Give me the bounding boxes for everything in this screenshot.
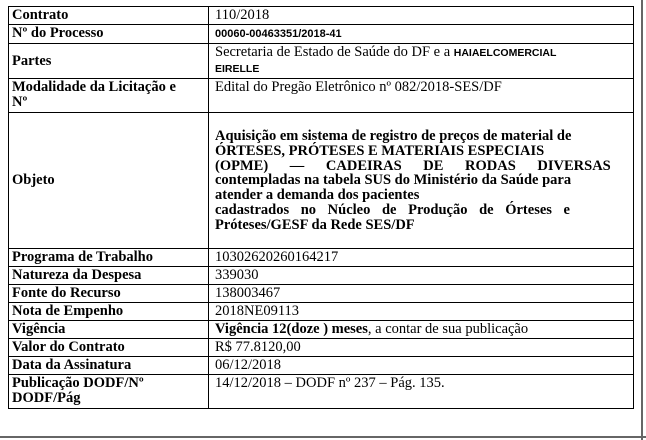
row-value [209,25,634,44]
row-value: 14/12/2018 – DODF nº 237 – Pág. 135. [209,375,634,409]
row-value: 2018NE09113 [209,303,634,321]
company-name-suffix: EIRELLE [215,63,260,75]
row-label [9,79,209,113]
row-label: Natureza da Despesa [9,267,209,285]
table-row [9,339,634,357]
row-label: Fonte do Recurso [9,285,209,303]
contract-table [8,6,634,409]
label-line: Modalidade da Licitação e [12,79,176,95]
table-row [9,7,634,25]
table-row [9,303,634,321]
table-row [9,357,634,375]
table-row [9,79,634,113]
row-value: 138003467 [209,285,634,303]
row-value: Edital do Pregão Eletrônico nº 082/2018-SES/DF [209,79,634,113]
table-row [9,321,634,339]
row-label: Nota de Empenho [9,303,209,321]
label-line: DODF/Pág [12,390,81,406]
label-line: Nº [12,94,28,110]
frame-edge-right [641,0,643,440]
validity-term: Vigência 12(doze ) meses [215,321,368,337]
table-row [9,267,634,285]
table-row [9,249,634,267]
table-row [9,285,634,303]
object-line: (OPME) — CADEIRAS DE RODAS DIVERSAS [215,157,611,174]
table-row [9,44,634,79]
object-line: Próteses/GESF da Rede SES/DF [215,216,415,233]
parties-text: Secretaria de Estado de Saúde do DF e a [215,44,451,60]
row-label [9,375,209,409]
row-value: 06/12/2018 [209,357,634,375]
object-line: cadastrados no Núcleo de Produção de Órteses e [215,201,570,218]
row-value: 10302620260164217 [209,249,634,267]
row-label: Nº do Processo [9,25,209,44]
object-line: ÓRTESES, PRÓTESES E MATERIAIS ESPECIAIS [215,142,545,159]
label-line: Publicação DODF/Nº [12,375,144,391]
table-row [9,25,634,44]
row-value [209,44,634,79]
company-name: HAIAELCOMERCIAL [453,47,557,59]
row-value [209,321,634,339]
object-line: Aquisição em sistema de registro de preços de material de [215,128,572,144]
table-row [9,113,634,249]
process-number: 00060-00463351/2018-41 [215,28,342,40]
object-line: contempladas na tabela SUS do Ministério da Saúde para [215,172,572,189]
row-label: Contrato [9,7,209,25]
row-label: Vigência [9,321,209,339]
object-line: atender a demanda dos pacientes [215,187,420,204]
row-label: Objeto [9,113,209,249]
validity-rest: , a contar de sua publicação [367,321,529,337]
row-value: 339030 [209,267,634,285]
row-label: Valor do Contrato [9,339,209,357]
row-value: R$ 77.8120,00 [209,339,634,357]
frame-edge-bottom [0,436,646,438]
row-label: Data da Assinatura [9,357,209,375]
row-label: Programa de Trabalho [9,249,209,267]
object-description [209,113,634,249]
row-label: Partes [9,44,209,79]
row-value: 110/2018 [209,7,634,25]
table-row [9,375,634,409]
contract-summary-document [8,6,634,432]
